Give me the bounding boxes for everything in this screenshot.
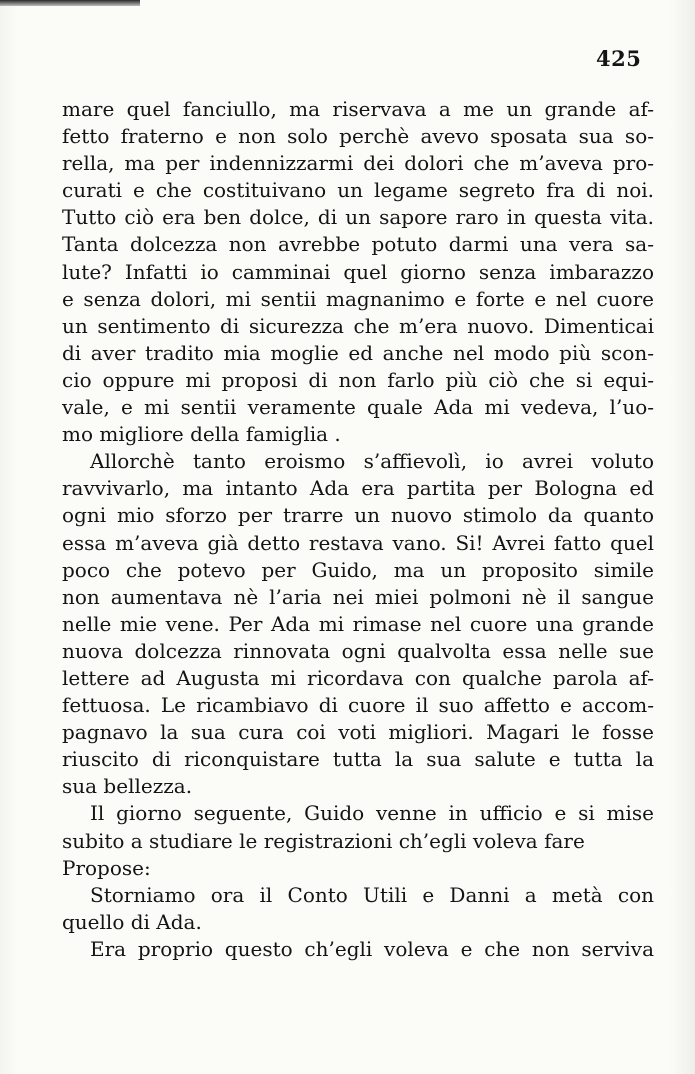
text-line: mare quel fanciullo, ma riservava a me un grande af- (62, 97, 654, 121)
text-line: sua bellezza. (62, 774, 193, 799)
text-line: ravvivarlo, ma intanto Ada era partita per Bologna ed (62, 476, 654, 501)
text-line: fetto fraterno e non solo perchè avevo sposata sua so- (62, 124, 654, 149)
paragraph-p4 (62, 855, 654, 882)
page-number: 425 (596, 46, 642, 71)
text-line: quello di Ada. (62, 909, 202, 934)
text-line: nuova dolcezza rinnovata ogni qualvolta essa nelle sue (62, 638, 654, 663)
text-line: e senza dolori, mi sentii magnanimo e forte e nel cuore (62, 286, 654, 311)
text-line: curati e che costituivano un legame segreto fra di noi. (62, 178, 654, 203)
paragraph-p2 (62, 448, 654, 800)
paragraph-p3 (62, 800, 654, 854)
paragraph-p1 (62, 96, 654, 448)
text-line: Tanta dolcezza non avrebbe potuto darmi una vera sa- (62, 232, 654, 257)
text-line: mo migliore della famiglia . (62, 422, 341, 447)
text-line: poco che potevo per Guido, ma un proposito simile (62, 557, 654, 582)
text-line: essa m’aveva già detto restava vano. Si! Avrei fatto quel (62, 530, 654, 555)
scan-edge-shadow (0, 0, 140, 6)
paragraph-p5 (62, 882, 654, 936)
text-line: lettere ad Augusta mi ricordava con qualche parola af- (62, 665, 654, 690)
text-line: Tutto ciò era ben dolce, di un sapore raro in questa vita. (62, 205, 654, 230)
paragraph-p6 (62, 936, 654, 963)
text-line: Propose: (62, 855, 151, 880)
text-line: Il giorno seguente, Guido venne in ufficio e si mise (90, 801, 654, 826)
text-line: di aver tradito mia moglie ed anche nel modo più scon- (62, 340, 654, 365)
text-line: fettuosa. Le ricambiavo di cuore il suo affetto e accom- (62, 693, 654, 718)
body-text (62, 96, 654, 963)
text-line: rella, ma per indennizzarmi dei dolori che m’aveva pro- (62, 151, 654, 176)
text-line: cio oppure mi proposi di non farlo più ciò che si equi- (62, 367, 654, 392)
text-line: vale, e mi sentii veramente quale Ada mi vedeva, l’uo- (62, 395, 654, 420)
text-line: Era proprio questo ch’egli voleva e che non serviva (90, 936, 654, 961)
text-line: riuscito di riconquistare tutta la sua salute e tutta la (62, 747, 654, 772)
text-line: un sentimento di sicurezza che m’era nuovo. Dimenticai (62, 313, 654, 338)
text-line: pagnavo la sua cura coi voti migliori. Magari le fosse (62, 720, 654, 745)
text-line: ogni mio sforzo per trarre un nuovo stimolo da quanto (62, 503, 654, 528)
text-line: subito a studiare le registrazioni ch’egli voleva fare (62, 828, 585, 853)
text-line: non aumentava nè l’aria nei miei polmoni nè il sangue (62, 584, 654, 609)
text-line: lute? Infatti io camminai quel giorno senza imbarazzo (62, 259, 654, 284)
text-line: Storniamo ora il Conto Utili e Danni a metà con (90, 882, 654, 907)
text-line: Allorchè tanto eroismo s’affievolì, io avrei voluto (90, 449, 654, 474)
text-line: nelle mie vene. Per Ada mi rimase nel cuore una grande (62, 611, 654, 636)
